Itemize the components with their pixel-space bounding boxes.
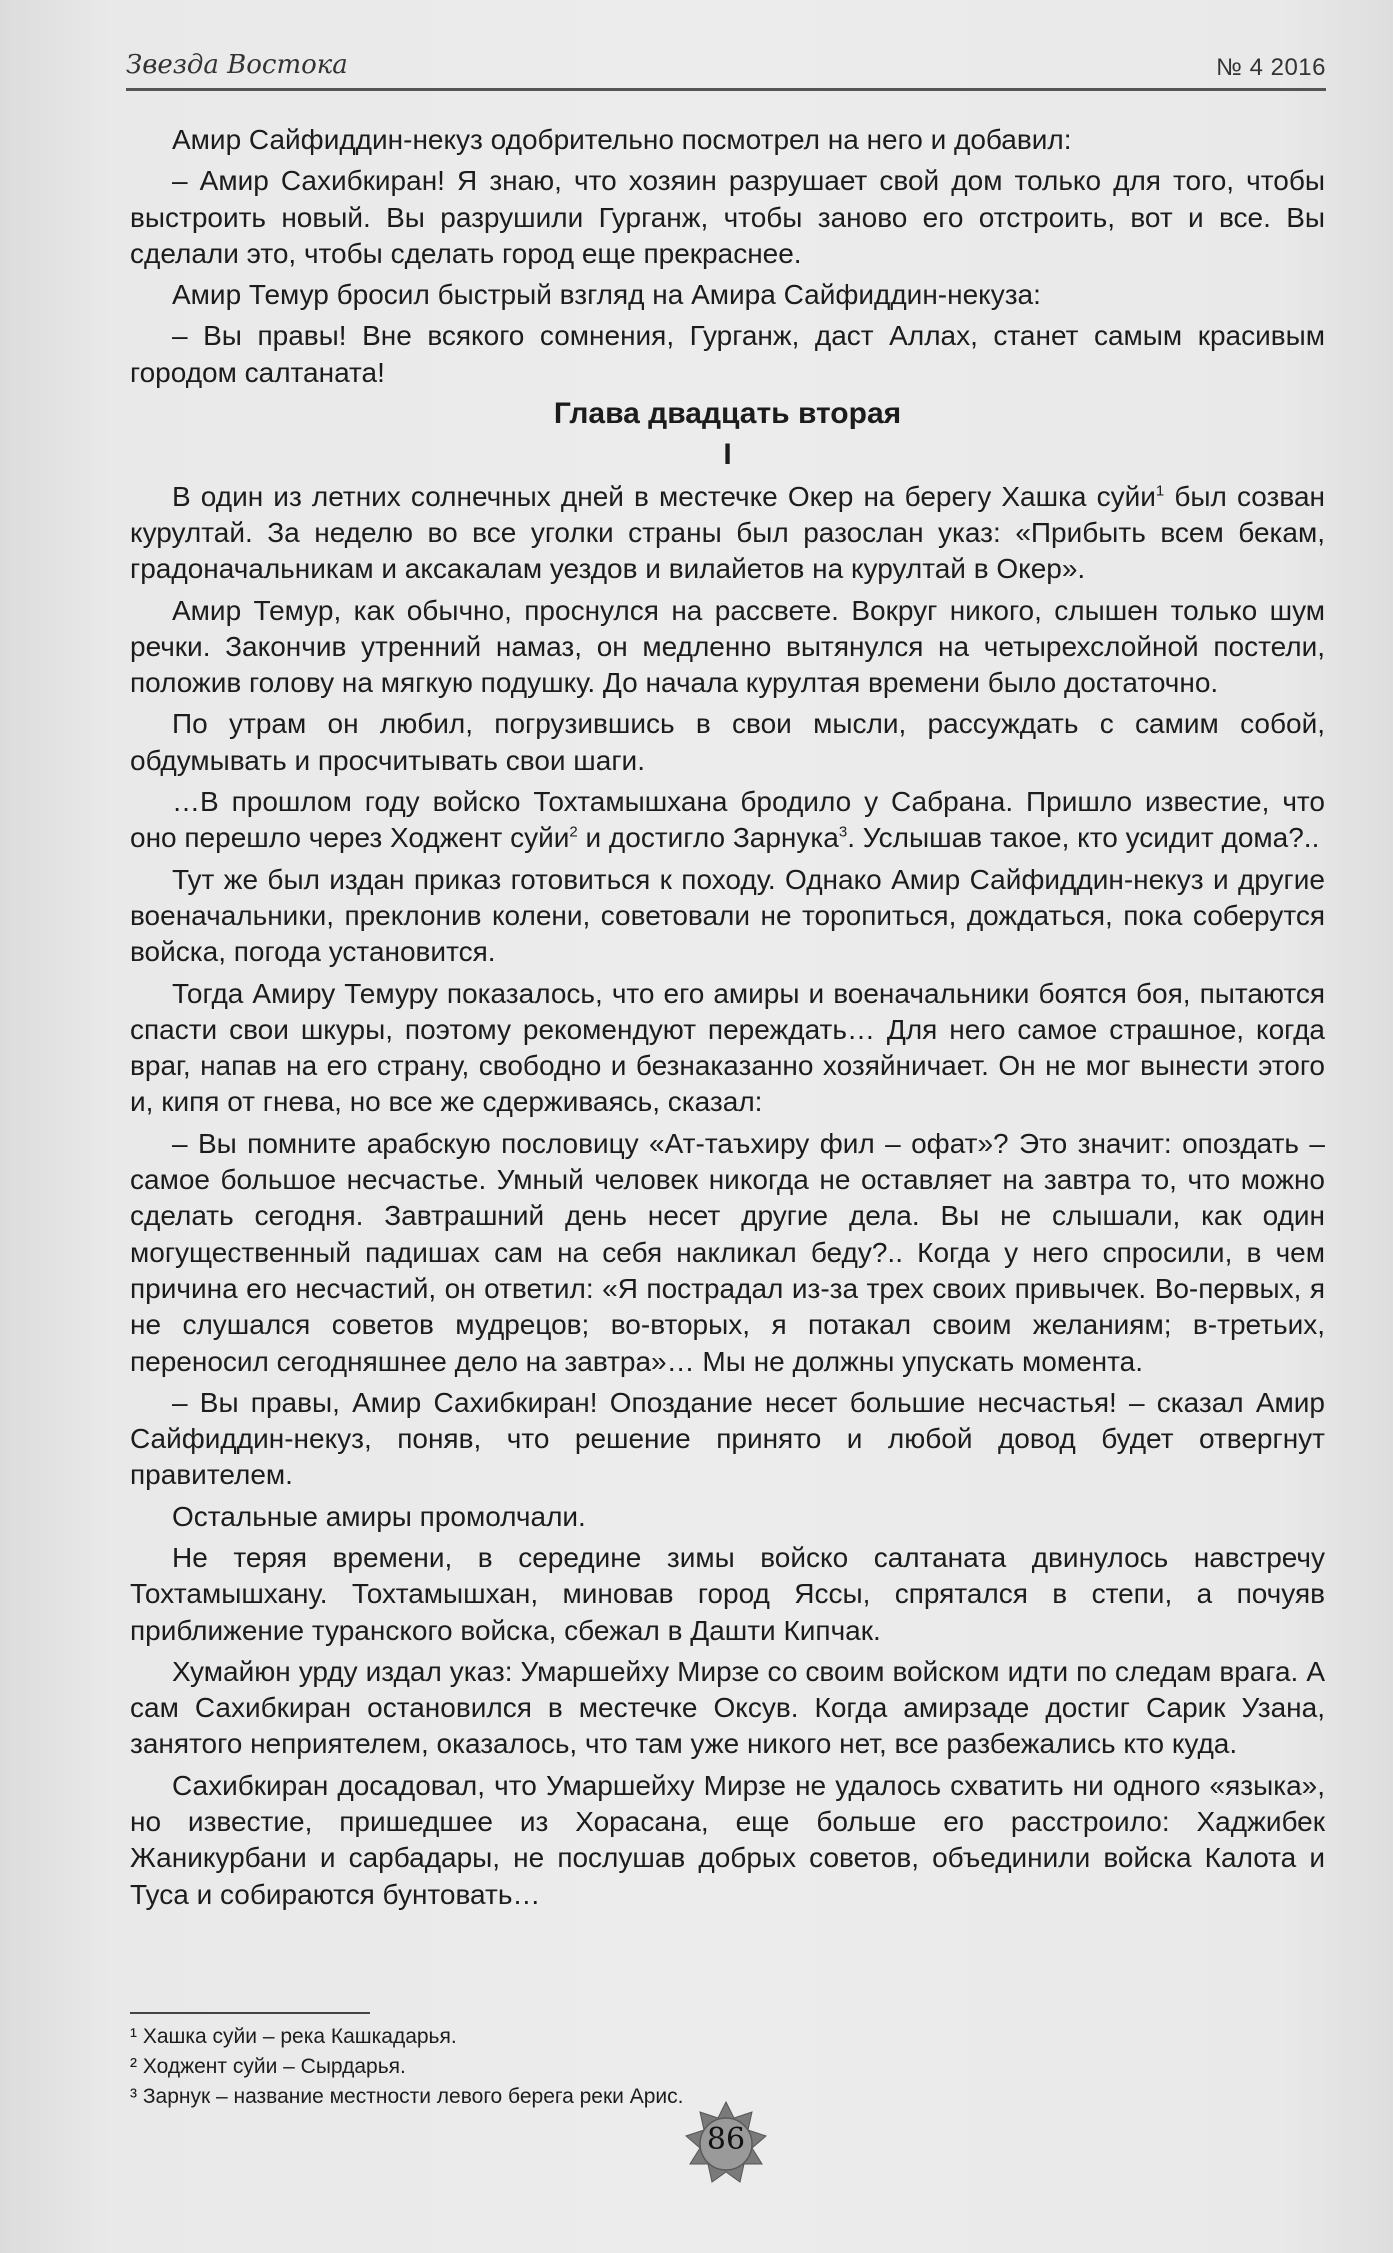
- paragraph: – Вы правы, Амир Сахибкиран! Опоздание несет большие несчастья! – сказал Амир Сайфиддин-некуз, поняв, что решение принято и любой довод будет отвергнут правителем.: [130, 1386, 1325, 1491]
- issue-number: № 4 2016: [1216, 54, 1326, 81]
- paragraph: Не теряя времени, в середине зимы войско салтаната двинулось навстречу Тохтамышхану. Тохтамышхан, миновав город Яссы, спрятался в степи, а почуяв приближение туранского войска, сбежал в Дашти Кипчак.: [130, 1541, 1325, 1646]
- footnote: ³ Зарнук – название местности левого берега реки Арис.: [130, 2085, 684, 2108]
- paragraph: Остальные амиры промолчали.: [172, 1500, 586, 1532]
- paragraph-text: был созван курултай. За неделю во все уголки страны был разослан указ: «Прибыть всем бекам, градоначальникам и аксакалам уездов и вилайетов на курултай в Окер».: [130, 480, 1325, 585]
- footnote-ref: 3: [838, 824, 848, 842]
- footnote-ref: 1: [1155, 482, 1165, 500]
- footnote: ¹ Хашка суйи – река Кашкадарья.: [130, 2025, 457, 2048]
- footnote-rule: [130, 2012, 370, 2014]
- paragraph-text: …В прошлом году войско Тохтамышхана бродило у Сабрана. Пришло известие, что оно перешло через Ходжент суйи: [130, 786, 1325, 854]
- paragraph: – Вы правы! Вне всякого сомнения, Гурганж, даст Аллах, станет самым красивым городом салтаната!: [130, 320, 1325, 388]
- paragraph: – Вы помните арабскую пословицу «Ат-таъхиру фил – офат»? Это значит: опоздать – самое большое несчастье. Умный человек никогда не оставляет на завтра то, что можно сделать сегодня. Завтрашний день несет другие дела. Вы не слышали, как один могущественный падишах сам на себя накликал беду?.. Когда у него спросили, в чем причина его несчастий, он ответил: «Я пострадал из-за трех своих привычек. Во-первых, я не слушался советов мудрецов; во-вторых, я потакал своим желаниям; в-третьих, переносил сегодняшнее дело на завтра»… Мы не должны упускать момента.: [130, 1127, 1325, 1377]
- paragraph: [130, 479, 1325, 588]
- page-number: 86: [706, 2122, 746, 2157]
- paragraph-text: В один из летних солнечных дней в местечке Окер на берегу Хашка суйи: [172, 480, 1156, 512]
- footnote-ref: 2: [569, 824, 578, 842]
- paragraph: Амир Темур, как обычно, проснулся на рассвете. Вокруг никого, слышен только шум речки. Закончив утренний намаз, он медленно вытянулся на четырехслойной постели, положив голову на мягкую подушку. До начала курултая времени было достаточно.: [130, 594, 1325, 699]
- paragraph-text: и достигло Зарнука: [577, 822, 839, 854]
- footnote: ² Ходжент суйи – Сырдарья.: [130, 2055, 406, 2078]
- header-rule: [126, 88, 1326, 91]
- article-body: [130, 122, 1325, 1918]
- journal-title: Звезда Востока: [126, 50, 348, 80]
- paragraph: Хумайюн урду издал указ: Умаршейху Мирзе со своим войском идти по следам врага. А сам Сахибкиран остановился в местечке Оксув. Когда амирзаде достиг Сарик Узана, занятого неприятелем, оказалось, что там уже никого нет, все разбежались кто куда.: [130, 1655, 1325, 1760]
- paragraph: – Амир Сахибкиран! Я знаю, что хозяин разрушает свой дом только для того, чтобы выстроить новый. Вы разрушили Гурганж, чтобы заново его отстроить, вот и все. Вы сделали это, чтобы сделать город еще прекраснее.: [130, 165, 1325, 269]
- paragraph: Амир Темур бросил быстрый взгляд на Амира Сайфиддин-некуза:: [172, 279, 1041, 311]
- paragraph: По утрам он любил, погрузившись в свои мысли, рассуждать с самим собой, обдумывать и просчитывать свои шаги.: [130, 708, 1325, 776]
- paragraph: [130, 784, 1325, 857]
- running-header: [126, 46, 1326, 90]
- footnotes: [130, 2022, 1130, 2112]
- paragraph-text: . Услышав такое, кто усидит дома?..: [847, 822, 1320, 854]
- chapter-title: Глава двадцать вторая: [553, 397, 902, 431]
- paragraph: Сахибкиран досадовал, что Умаршейху Мирзе не удалось схватить ни одного «языка», но известие, пришедшее из Хорасана, еще больше его расстроило: Хаджибек Жаникурбани и сарбадары, не послушав добрых советов, объединили войска Калота и Туса и собираются бунтовать…: [130, 1769, 1325, 1910]
- section-number: I: [723, 438, 732, 472]
- paragraph: Амир Сайфиддин-некуз одобрительно посмотрел на него и добавил:: [172, 124, 1072, 155]
- paragraph: Тогда Амиру Темуру показалось, что его амиры и военачальники боятся боя, пытаются спасти свои шкуры, поэтому рекомендуют переждать… Для него самое страшное, когда враг, напав на его страну, свободно и безнаказанно хозяйничает. Он не мог вынести этого и, кипя от гнева, но все же сдерживаясь, сказал:: [130, 977, 1325, 1118]
- page-number-badge: [682, 2100, 770, 2188]
- paragraph: Тут же был издан приказ готовиться к походу. Однако Амир Сайфиддин-некуз и другие военачальники, преклонив колени, советовали не торопиться, дождаться, пока соберутся войска, погода установится.: [130, 863, 1325, 968]
